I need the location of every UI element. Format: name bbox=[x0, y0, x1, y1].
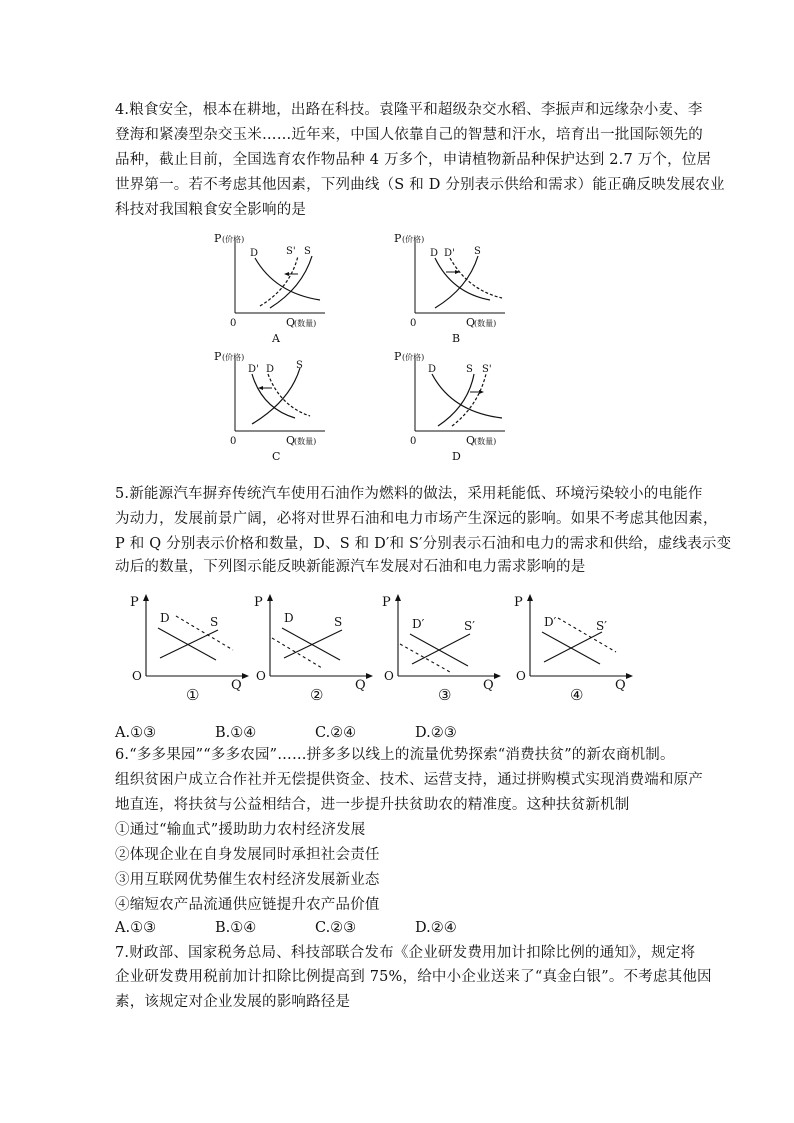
svg-text:D: D bbox=[428, 364, 437, 375]
question-7-line: 7.财政部、国家税务总局、科技部联合发布《企业研发费用加计扣除比例的通知》，规定将 bbox=[115, 945, 696, 961]
svg-text:D': D' bbox=[444, 248, 455, 259]
svg-text:D′: D′ bbox=[544, 615, 557, 629]
svg-text:Q: Q bbox=[466, 316, 476, 329]
svg-text:②: ② bbox=[310, 686, 324, 704]
question-5-line: 为动力，发展前景广阔，必将对世界石油和电力市场产生深远的影响。如果不考虑其他因素， bbox=[115, 511, 718, 527]
question-6-line: 6.“多多果园”“多多农园”……拼多多以线上的流量优势探索“消费扶贫”的新农商机制。 bbox=[115, 747, 675, 763]
question-7-line: 素，该规定对企业发展的影响路径是 bbox=[115, 994, 351, 1010]
option-d[interactable]: D.②③ bbox=[415, 725, 457, 741]
svg-text:S': S' bbox=[482, 364, 492, 375]
option-a[interactable]: A.①③ bbox=[115, 920, 157, 936]
question-5-line: 5.新能源汽车摒弃传统汽车使用石油作为燃料的做法，采用耗能低、环境污染较小的电能作 bbox=[115, 486, 703, 502]
svg-text:P: P bbox=[394, 232, 402, 245]
svg-text:C: C bbox=[272, 450, 281, 463]
svg-text:(价格): (价格) bbox=[402, 235, 425, 244]
option-c[interactable]: C.②④ bbox=[315, 725, 357, 741]
q-axis-unit: (数量) bbox=[294, 319, 317, 328]
curve-label: S bbox=[304, 246, 311, 257]
q-axis-label: Q bbox=[286, 316, 296, 329]
svg-text:P: P bbox=[214, 350, 222, 363]
option-a[interactable]: A.①③ bbox=[115, 725, 157, 741]
svg-text:D: D bbox=[266, 364, 275, 375]
svg-text:D: D bbox=[284, 611, 294, 625]
curve-label: S' bbox=[286, 246, 296, 257]
svg-text:S: S bbox=[474, 246, 481, 257]
question-5-line: P 和 Q 分别表示价格和数量，D、S 和 D′和 S′分别表示石油和电力的需求和供给，虚线表示变 bbox=[115, 536, 732, 552]
svg-text:P: P bbox=[382, 595, 391, 610]
question-6-line: 地直连，将扶贫与公益相结合，进一步提升扶贫助农的精准度。这种扶贫新机制 bbox=[115, 797, 630, 813]
p-axis-label: P bbox=[214, 232, 222, 245]
svg-text:④: ④ bbox=[570, 686, 584, 704]
question-5-options bbox=[115, 722, 515, 744]
svg-text:Q: Q bbox=[231, 678, 242, 693]
graph-3 bbox=[382, 594, 501, 704]
question-4-line: 4.粮食安全，根本在耕地，出路在科技。袁隆平和超级杂交水稻、李振声和远缘杂小麦、李 bbox=[115, 102, 703, 118]
svg-text:Q: Q bbox=[483, 678, 494, 693]
svg-text:D: D bbox=[160, 611, 170, 625]
question-5-graphs bbox=[118, 588, 648, 712]
question-6-line: 组织贫困户成立合作社并无偿提供资金、技术、运营支持，通过拼购模式实现消费端和原产 bbox=[115, 772, 703, 788]
svg-text:D′: D′ bbox=[412, 617, 425, 631]
question-6-statement: ①通过“输血式”援助助力农村经济发展 bbox=[115, 822, 366, 838]
svg-text:S: S bbox=[334, 615, 343, 629]
svg-text:P: P bbox=[254, 595, 263, 610]
svg-text:S′: S′ bbox=[596, 619, 607, 633]
option-d[interactable]: D.②④ bbox=[415, 920, 457, 936]
question-5-line: 动后的数量，下列图示能反映新能源汽车发展对石油和电力需求影响的是 bbox=[115, 559, 586, 575]
graph-2 bbox=[254, 594, 373, 704]
question-6-statement: ②体现企业在自身发展同时承担社会责任 bbox=[115, 847, 380, 863]
svg-text:(数量): (数量) bbox=[474, 319, 497, 328]
svg-text:(价格): (价格) bbox=[222, 353, 245, 362]
svg-text:O: O bbox=[132, 669, 142, 683]
svg-text:D': D' bbox=[248, 364, 259, 375]
question-6-statement: ③用互联网优势催生农村经济发展新业态 bbox=[115, 872, 380, 888]
svg-text:O: O bbox=[256, 669, 266, 683]
svg-text:0: 0 bbox=[410, 436, 417, 447]
svg-text:0: 0 bbox=[410, 318, 417, 329]
new-demand-line bbox=[176, 616, 233, 650]
svg-text:O: O bbox=[516, 669, 526, 683]
svg-text:P: P bbox=[514, 595, 523, 610]
graph-1 bbox=[130, 594, 249, 704]
question-4-line: 科技对我国粮食安全影响的是 bbox=[115, 202, 307, 218]
svg-text:B: B bbox=[452, 332, 461, 345]
svg-text:Q: Q bbox=[615, 678, 626, 693]
svg-text:P: P bbox=[394, 350, 402, 363]
svg-text:D: D bbox=[430, 248, 439, 259]
svg-text:(数量): (数量) bbox=[474, 437, 497, 446]
svg-text:Q: Q bbox=[355, 678, 366, 693]
svg-text:Q: Q bbox=[466, 434, 476, 447]
question-4-graphs bbox=[200, 228, 530, 468]
svg-text:S: S bbox=[210, 615, 219, 629]
question-4-line: 品种，截止目前，全国选育农作物品种 4 万多个，申请植物新品种保护达到 2.7 万个，位居 bbox=[115, 152, 712, 168]
question-4-line: 登海和紧凑型杂交玉米……近年来，中国人依靠自己的智慧和汗水，培育出一批国际领先的 bbox=[115, 127, 703, 143]
svg-text:(价格): (价格) bbox=[402, 353, 425, 362]
svg-text:S: S bbox=[296, 360, 303, 371]
option-b[interactable]: B.①④ bbox=[215, 725, 257, 741]
question-4-line: 世界第一。若不考虑其他因素，下列曲线（S 和 D 分别表示供给和需求）能正确反映发展农业 bbox=[115, 177, 725, 193]
origin-label: 0 bbox=[230, 318, 237, 329]
svg-text:S: S bbox=[466, 364, 473, 375]
option-c[interactable]: C.②③ bbox=[315, 920, 357, 936]
svg-text:(数量): (数量) bbox=[294, 437, 317, 446]
svg-text:0: 0 bbox=[230, 436, 237, 447]
svg-text:D: D bbox=[452, 450, 461, 463]
question-6-options bbox=[115, 917, 515, 939]
graph-letter: A bbox=[272, 332, 280, 345]
graph-number: ① bbox=[186, 686, 200, 704]
option-b[interactable]: B.①④ bbox=[215, 920, 257, 936]
svg-text:P: P bbox=[130, 595, 139, 610]
svg-text:Q: Q bbox=[286, 434, 296, 447]
svg-text:③: ③ bbox=[438, 686, 452, 704]
question-7-line: 企业研发费用税前加计扣除比例提高到 75%，给中小企业送来了“真金白银”。不考虑其他因 bbox=[115, 969, 712, 985]
svg-text:O: O bbox=[384, 669, 394, 683]
curve-label: D bbox=[250, 248, 259, 259]
question-6-statement: ④缩短农产品流通供应链提升农产品价值 bbox=[115, 897, 380, 913]
graph-4 bbox=[514, 594, 633, 704]
p-axis-unit: (价格) bbox=[222, 235, 245, 244]
svg-text:S′: S′ bbox=[464, 619, 475, 633]
